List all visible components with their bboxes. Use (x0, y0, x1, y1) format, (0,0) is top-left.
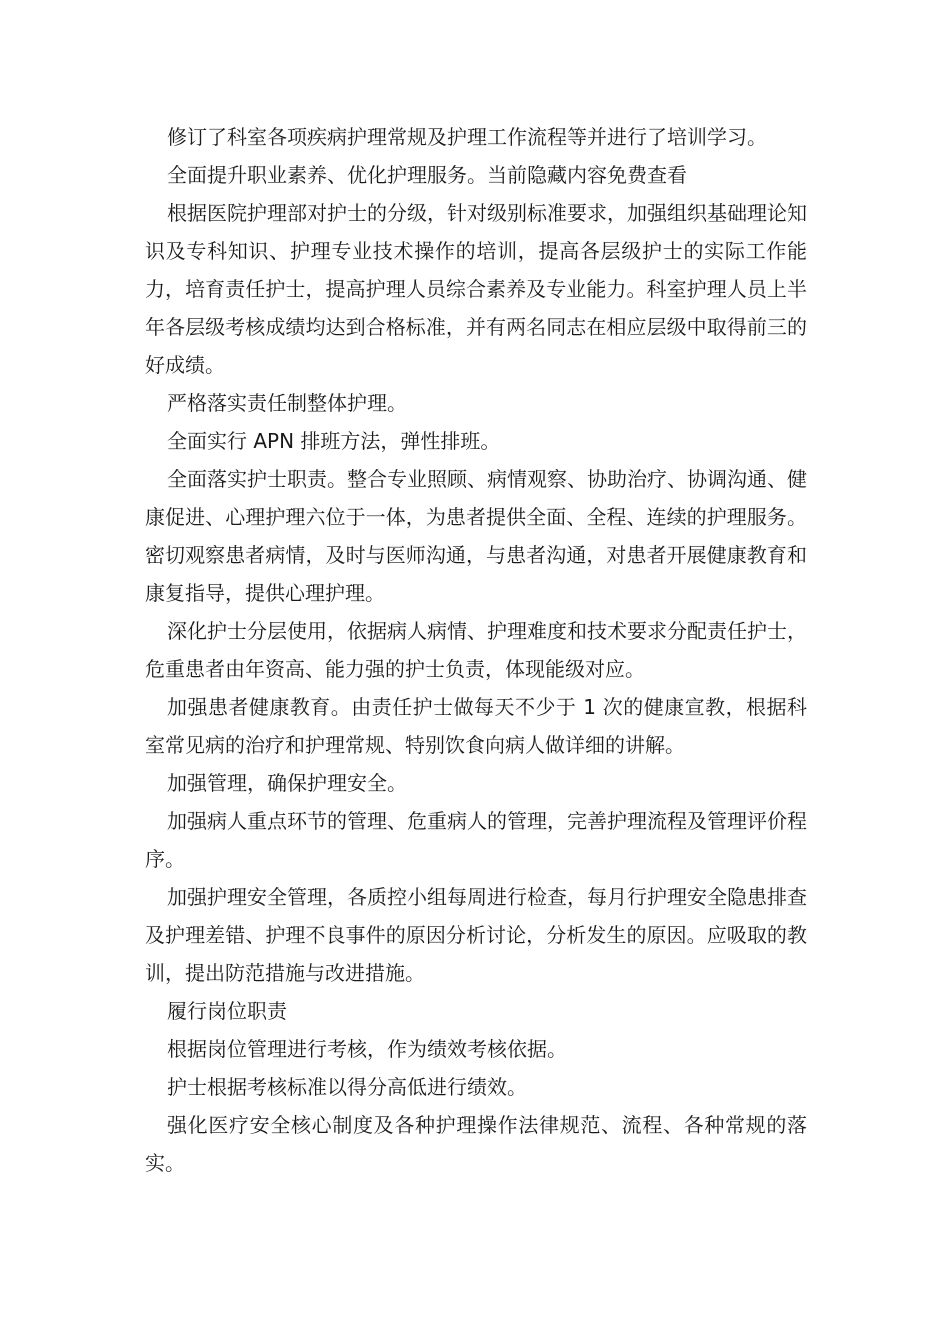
paragraph: 深化护士分层使用，依据病人病情、护理难度和技术要求分配责任护士，危重患者由年资高、能力强的护士负责，体现能级对应。 (145, 619, 807, 681)
paragraph: 根据岗位管理进行考核，作为绩效考核依据。 (167, 1037, 567, 1061)
paragraph: 加强护理安全管理，各质控小组每周进行检查，每月行护理安全隐患排查及护理差错、护理不良事件的原因分析讨论，分析发生的原因。应吸取的教训，提出防范措施与改进措施。 (145, 885, 807, 985)
paragraph: 护士根据考核标准以得分高低进行绩效。 (167, 1075, 527, 1099)
paragraph: 根据医院护理部对护士的分级，针对级别标准要求，加强组织基础理论知识及专科知识、护理专业技术操作的培训，提高各层级护士的实际工作能力，培育责任护士，提高护理人员综合素养及专业能力。科室护理人员上半年各层级考核成绩均达到合格标准，并有两名同志在相应层级中取得前三的好成绩。 (145, 201, 807, 377)
paragraph: 修订了科室各项疾病护理常规及护理工作流程等并进行了培训学习。 (167, 125, 767, 149)
paragraph: 加强管理，确保护理安全。 (167, 771, 407, 795)
paragraph: 加强患者健康教育。由责任护士做每天不少于 1 次的健康宣教，根据科室常见病的治疗和护理常规、特别饮食向病人做详细的讲解。 (145, 695, 807, 757)
document-body (145, 118, 807, 1182)
paragraph: 全面实行 APN 排班方法，弹性排班。 (167, 429, 501, 453)
paragraph: 全面落实护士职责。整合专业照顾、病情观察、协助治疗、协调沟通、健康促进、心理护理六位于一体，为患者提供全面、全程、连续的护理服务。密切观察患者病情，及时与医师沟通，与患者沟通，对患者开展健康教育和康复指导，提供心理护理。 (145, 467, 807, 605)
paragraph: 强化医疗安全核心制度及各种护理操作法律规范、流程、各种常规的落实。 (145, 1113, 807, 1175)
paragraph: 严格落实责任制整体护理。 (167, 391, 407, 415)
paragraph: 履行岗位职责 (167, 999, 287, 1023)
paragraph: 加强病人重点环节的管理、危重病人的管理，完善护理流程及管理评价程序。 (145, 809, 807, 871)
paragraph: 全面提升职业素养、优化护理服务。当前隐藏内容免费查看 (167, 163, 687, 187)
